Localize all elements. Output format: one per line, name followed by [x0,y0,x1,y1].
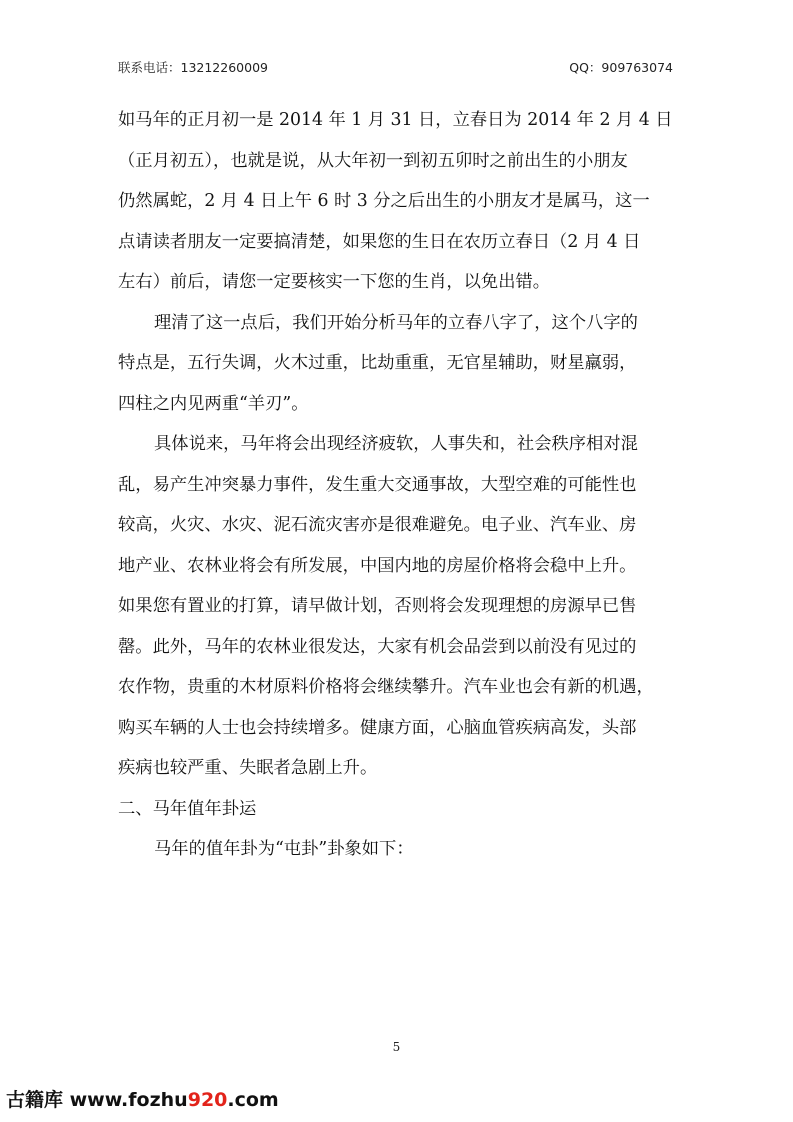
brand-prefix: 古籍库 www.fozhu [6,1089,188,1111]
paragraph-line: 购买车辆的人士也会持续增多。健康方面，心脑血管疾病高发，头部 [118,717,637,738]
page-header [118,58,673,80]
section-heading: 二、马年值年卦运 [118,798,257,819]
footer-brand-link[interactable] [0,1085,279,1117]
paragraph-line: 马年的值年卦为“屯卦”卦象如下： [154,839,414,859]
page-number: 5 [392,1040,401,1054]
paragraph-line: 较高，火灾、水灾、泥石流灾害亦是很难避免。电子业、汽车业、房 [118,515,637,535]
paragraph-line: 乱，易产生冲突暴力事件，发生重大交通事故，大型空难的可能性也 [118,474,637,495]
body-text [118,100,678,870]
paragraph-line: 具体说来，马年将会出现经济疲软，人事失和，社会秩序相对混 [154,434,638,454]
paragraph-line: 地产业、农林业将会有所发展，中国内地的房屋价格将会稳中上升。 [118,555,637,576]
paragraph-line: 特点是，五行失调，火木过重，比劫重重，无官星辅助，财星羸弱， [118,353,637,373]
paragraph-line: 疾病也较严重、失眠者急剧上升。 [118,758,378,778]
paragraph-line: 四柱之内见两重“羊刃”。 [118,393,309,414]
paragraph-line: 左右）前后，请您一定要核实一下您的生肖，以免出错。 [118,272,551,292]
paragraph-line: （正月初五），也就是说，从大年初一到初五卯时之前出生的小朋友 [118,150,628,171]
paragraph-line: 如果您有置业的打算，请早做计划，否则将会发现理想的房源早已售 [118,596,637,616]
paragraph-line: 仍然属蛇，2 月 4 日上午 6 时 3 分之后出生的小朋友才是属马，这一 [118,191,650,211]
paragraph-line: 点请读者朋友一定要搞清楚，如果您的生日在农历立春日（2 月 4 日 [118,231,641,252]
paragraph-line: 农作物，贵重的木材原料价格将会继续攀升。汽车业也会有新的机遇， [118,677,654,697]
contact-phone: 联系电话：13212260009 [118,60,268,75]
brand-suffix: .com [227,1089,279,1111]
paragraph-line: 理清了这一点后，我们开始分析马年的立春八字了，这个八字的 [154,312,638,333]
paragraph-line: 如马年的正月初一是 2014 年 1 月 31 日，立春日为 2014 年 2 月 4 日 [118,110,673,130]
contact-qq: QQ：909763074 [569,60,673,75]
brand-number: 920 [187,1089,228,1111]
paragraph-line: 罄。此外，马年的农林业很发达，大家有机会品尝到以前没有见过的 [118,636,637,657]
